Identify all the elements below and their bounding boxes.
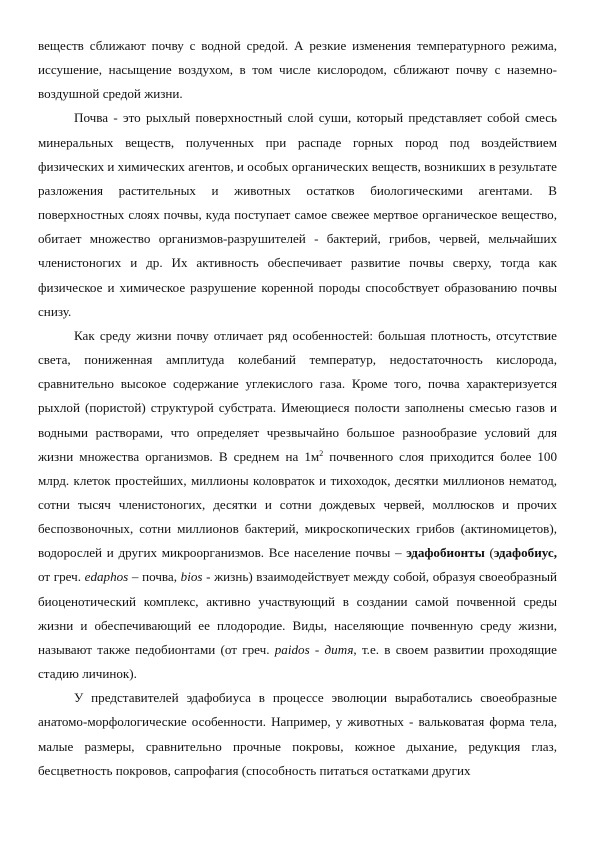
paragraph-3 xyxy=(38,324,557,686)
italic-term: edaphos xyxy=(84,569,129,585)
paragraph-3-text: от греч. xyxy=(38,569,85,585)
document-page xyxy=(38,34,557,783)
paragraph-3-text: – почва, xyxy=(128,569,181,585)
paragraph-2: Почва - это рыхлый поверхностный слой суши, который представляет собой смесь минеральных веществ, полученных при распаде горных пород под воздействием физических и химических агентов, и особых органических веществ, возникших в результате разложения растительных и животных остатков биологическими агентами. В поверхностных слоях почвы, куда поступает самое свежее мертвое органическое вещество, обитает множество организмов-разрушителей - бактерий, грибов, червей, мельчайших членистоногих и др. Их активность обеспечивает развитие почвы сверху, тогда как физическое и химическое разрушение коренной породы способствует образованию почвы снизу. xyxy=(38,110,557,319)
italic-term: bios xyxy=(180,569,203,585)
paragraph-3-text: почвенного слоя приходится более 100 млрд. клеток простейших, миллионы коловраток и тихоходок, десятки миллионов нематод, сотни тысяч членистоногих, десятки и сотни дождевых червей, моллюсков и прочих беспозвоночных, сотни миллионов бактерий, микроскопических грибов (актиномицетов), водорослей и других микроорганизмов. Все население почвы – xyxy=(38,448,558,561)
paragraph-1: веществ сближают почву с водной средой. А резкие изменения температурного режима, иссушение, насыщение воздухом, в том числе кислородом, сближают почву с наземно-воздушной средой жизни. xyxy=(38,38,557,102)
italic-term: дитя xyxy=(324,641,354,657)
paragraph-4: У представителей эдафобиуса в процессе эволюции выработались своеобразные анатомо-морфологические особенности. Например, у животных - вальковатая форма тела, малые размеры, сравнительно прочные покровы, кожное дыхание, редукция глаз, бесцветность покровов, сапрофагия (способность питаться остатками других xyxy=(38,690,557,778)
italic-term: paidos xyxy=(274,641,310,657)
paragraph-3-text: - xyxy=(309,641,325,657)
bold-term: эдафобионты xyxy=(406,545,485,561)
bold-term: эдафобиус, xyxy=(493,545,557,561)
paragraph-3-text: - жизнь) взаимодействует между собой, образуя своеобразный биоценотический комплекс, активно участвующий в создании самой почвенной среды жизни и обеспечивающий ее плодородие. Виды, населяющие почвенную среду жизни, называют также педобионтами (от греч. xyxy=(38,569,558,657)
paragraph-3-text: ( xyxy=(484,545,494,561)
superscript-2: 2 xyxy=(319,448,324,458)
paragraph-3-text: , т.е. в своем развитии проходящие стадию личинок). xyxy=(38,641,557,682)
paragraph-3-text: Как среду жизни почву отличает ряд особенностей: большая плотность, отсутствие света, пониженная амплитуда колебаний температур, недостаточность кислорода, сравнительно высокое содержание углекислого газа. Кроме того, почва характеризуется рыхлой (пористой) структурой субстрата. Имеющиеся полости заполнены смесью газов и водными растворами, что определяет чрезвычайно большое разнообразие условий для жизни множества организмов. В среднем на 1м xyxy=(38,327,557,464)
